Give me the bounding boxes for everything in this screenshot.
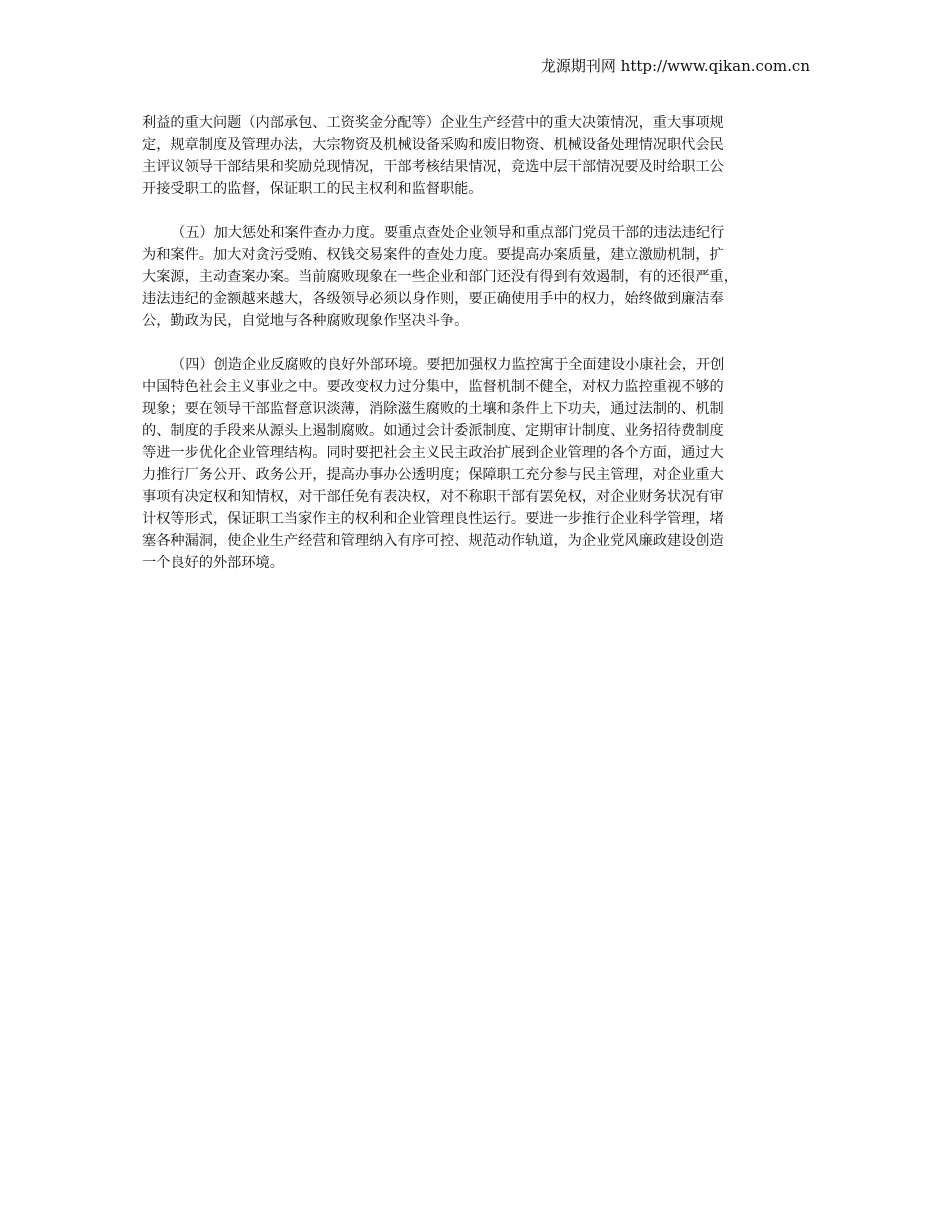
text-line: 现象；要在领导干部监督意识淡薄，消除滋生腐败的土壤和条件上下功夫，通过法制的、机制: [142, 401, 724, 417]
text-line: 主评议领导干部结果和奖励兑现情况，干部考核结果情况，竞选中层干部情况要及时给职工公: [142, 159, 724, 175]
document-body: [142, 112, 810, 596]
page-header: 龙源期刊网 http://www.qikan.com.cn: [540, 57, 810, 75]
text-line: 定，规章制度及管理办法，大宗物资及机械设备采购和废旧物资、机械设备处理情况职代会民: [142, 137, 724, 153]
text-line: （四）创造企业反腐败的良好外部环境。要把加强权力监控寓于全面建设小康社会，开创: [171, 357, 725, 373]
text-line: 中国特色社会主义事业之中。要改变权力过分集中，监督机制不健全，对权力监控重视不够的: [142, 379, 724, 395]
text-line: 等进一步优化企业管理结构。同时要把社会主义民主政治扩展到企业管理的各个方面，通过大: [142, 445, 724, 461]
text-line: 公，勤政为民，自觉地与各种腐败现象作坚决斗争。: [142, 313, 469, 329]
paragraph-continuation: [142, 112, 810, 200]
text-line: 为和案件。加大对贪污受贿、权钱交易案件的查处力度。要提高办案质量，建立激励机制，扩: [142, 247, 724, 263]
text-line: 一个良好的外部环境。: [142, 555, 284, 571]
text-line: （五）加大惩处和案件查办力度。要重点查处企业领导和重点部门党员干部的违法违纪行: [171, 225, 725, 241]
text-line: 事项有决定权和知情权，对干部任免有表决权，对不称职干部有罢免权，对企业财务状况有审: [142, 489, 724, 505]
text-line: 塞各种漏洞，使企业生产经营和管理纳入有序可控、规范动作轨道，为企业党风廉政建设创造: [142, 533, 724, 549]
text-line: 利益的重大问题（内部承包、工资奖金分配等）企业生产经营中的重大决策情况，重大事项规: [142, 115, 724, 131]
text-line: 违法违纪的金额越来越大，各级领导必须以身作则，要正确使用手中的权力，始终做到廉洁奉: [142, 291, 724, 307]
text-line: 开接受职工的监督，保证职工的民主权利和监督职能。: [142, 181, 483, 197]
paragraph-section-five: [142, 222, 810, 332]
paragraph-section-four: [142, 354, 810, 574]
text-line: 力推行厂务公开、政务公开，提高办事办公透明度；保障职工充分参与民主管理，对企业重大: [142, 467, 724, 483]
text-line: 的、制度的手段来从源头上遏制腐败。如通过会计委派制度、定期审计制度、业务招待费制度: [142, 423, 724, 439]
text-line: 大案源，主动查案办案。当前腐败现象在一些企业和部门还没有得到有效遏制，有的还很严重，: [142, 269, 738, 285]
text-line: 计权等形式，保证职工当家作主的权利和企业管理良性运行。要进一步推行企业科学管理，堵: [142, 511, 724, 527]
